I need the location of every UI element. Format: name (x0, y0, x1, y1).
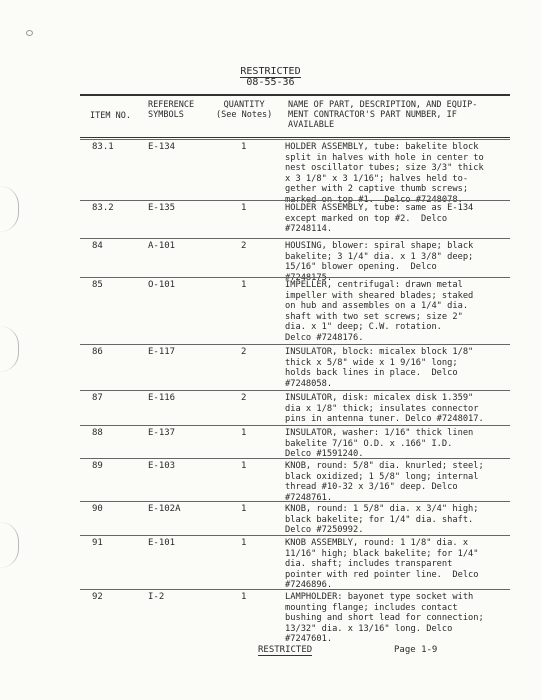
footer-classification: RESTRICTED (258, 645, 313, 655)
table-row (80, 277, 510, 343)
item-number: 83.1 (92, 142, 114, 152)
quantity: 1 (241, 538, 247, 548)
part-description: HOUSING, blower: spiral shape; black bakelite; 3 1/4" dia. x 1 3/8" deep; 15/16" blower opening. Delco #7248175. (285, 241, 474, 283)
quantity: 2 (241, 347, 247, 357)
item-number: 89 (92, 461, 103, 471)
reference-symbol: E-117 (148, 347, 176, 357)
table-row (80, 238, 510, 283)
col-header-ref: REFERENCE SYMBOLS (148, 100, 195, 120)
col-header-desc: NAME OF PART, DESCRIPTION, AND EQUIP- MENT CONTRACTOR'S PART NUMBER, IF AVAILABLE (288, 100, 478, 130)
part-description: INSULATOR, disk: micalex disk 1.359" dia x 1/8" thick; insulates connector pins in antenna tuner. Delco #7248017. (285, 393, 484, 425)
part-description: IMPELLER, centrifugal: drawn metal impeller with sheared blades; staked on hub and assembles on a 1/4" dia. shaft with two set screws; size 2" dia. x 1" deep; C.W. rotation. Delco #7248176. (285, 280, 474, 343)
punch-hole (0, 326, 19, 372)
quantity: 1 (241, 592, 247, 602)
item-number: 85 (92, 280, 103, 290)
part-description: HOLDER ASSEMBLY, tube: same as E-134 except marked on top #2. Delco #7248114. (285, 203, 474, 235)
reference-symbol: E-137 (148, 428, 176, 438)
quantity: 1 (241, 428, 247, 438)
item-number: 84 (92, 241, 103, 251)
table-row (80, 344, 510, 389)
reference-symbol: E-134 (148, 142, 176, 152)
quantity: 1 (241, 504, 247, 514)
part-description: KNOB, round: 1 5/8" dia. x 3/4" high; black bakelite; for 1/4" dia. shaft. Delco #7250992. (285, 504, 479, 536)
col-header-qty: QUANTITY (See Notes) (216, 100, 273, 120)
reference-symbol: O-101 (148, 280, 176, 290)
item-number: 83.2 (92, 203, 114, 213)
item-number: 86 (92, 347, 103, 357)
page-number: Page 1-9 (394, 645, 438, 655)
reference-symbol: E-135 (148, 203, 176, 213)
item-number: 88 (92, 428, 103, 438)
item-number: 91 (92, 538, 103, 548)
quantity: 2 (241, 241, 247, 251)
reference-symbol: E-116 (148, 393, 176, 403)
quantity: 2 (241, 393, 247, 403)
part-description: INSULATOR, block: micalex block 1/8" thick x 5/8" wide x 1 9/16" long; holds back lines in place. Delco #7248058. (285, 347, 474, 389)
reference-symbol: I-2 (148, 592, 165, 602)
col-header-item: ITEM NO. (90, 111, 131, 121)
table-row (80, 535, 510, 591)
part-description: INSULATOR, washer: 1/16" thick linen bakelite 7/16" O.D. x .166" I.D. Delco #1591240. (285, 428, 474, 460)
reference-symbol: A-101 (148, 241, 176, 251)
item-number: 90 (92, 504, 103, 514)
punch-hole (0, 522, 19, 568)
item-number: 92 (92, 592, 103, 602)
classification-header: RESTRICTED (240, 66, 301, 77)
table-row (80, 425, 510, 460)
part-description: HOLDER ASSEMBLY, tube: bakelite block split in halves with hole in center to nest oscillator tubes; size 3/3" thick x 3 1/8" x 3 1/16"; halves held to- gether with 2 captive thumb screws; marked on top #1. Delco #7248078. (285, 142, 484, 205)
item-number: 87 (92, 393, 103, 403)
table-row (80, 390, 510, 425)
quantity: 1 (241, 203, 247, 213)
quantity: 1 (241, 142, 247, 152)
part-description: LAMPHOLDER: bayonet type socket with mounting flange; includes contact bushing and short lead for connection; 13/32" dia. x 13/16" long. Delco #7247601. (285, 592, 484, 645)
table-row (80, 458, 510, 503)
document-number: 08-55-36 (246, 77, 295, 88)
reference-symbol: E-103 (148, 461, 176, 471)
scan-mark (26, 30, 33, 36)
part-description: KNOB, round: 5/8" dia. knurled; steel; black oxidized; 1 5/8" long; internal thread #10-32 x 3/16" deep. Delco #7248761. (285, 461, 484, 503)
table-row (80, 501, 510, 536)
reference-symbol: E-101 (148, 538, 176, 548)
quantity: 1 (241, 280, 247, 290)
table-top-rule (80, 94, 510, 96)
header-bottom-rule (80, 137, 510, 138)
punch-hole (0, 186, 19, 232)
table-row (80, 139, 510, 205)
quantity: 1 (241, 461, 247, 471)
reference-symbol: E-102A (148, 504, 181, 514)
table-row (80, 589, 510, 645)
part-description: KNOB ASSEMBLY, round: 1 1/8" dia. x 11/16" high; black bakelite; for 1/4" dia. shaft; includes transparent pointer with red pointer line. Delco #7246896. (285, 538, 479, 591)
table-row (80, 200, 510, 235)
